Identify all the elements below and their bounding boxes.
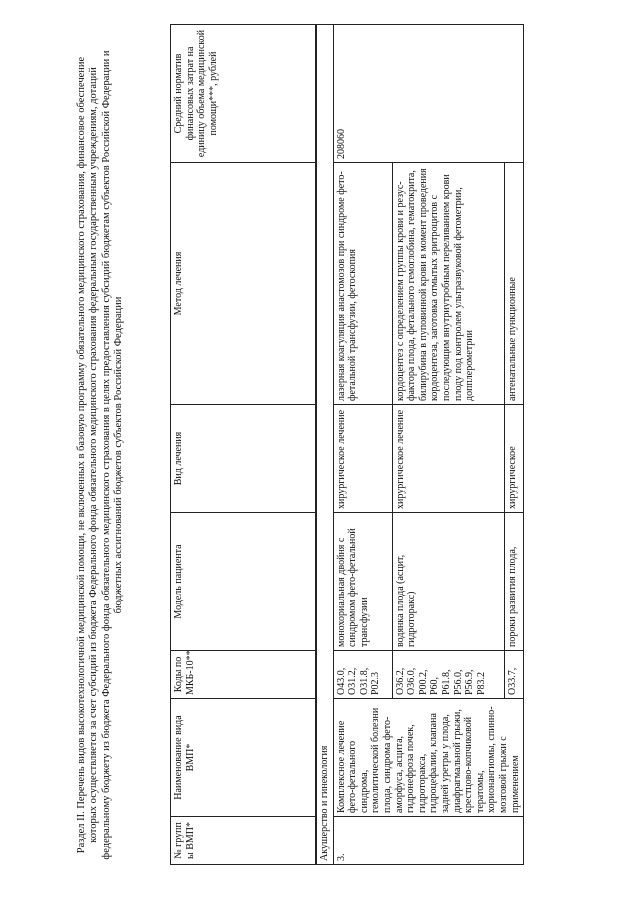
cell-codes: O36.2, O36.0, P00.2, P60, P61.8, P56.0, P56.9, P83.2 — [392, 651, 504, 699]
cell-codes: O33.7, — [505, 651, 524, 699]
header-type: Вид лечения — [171, 405, 317, 513]
cell-type: хирургическое лечение — [392, 405, 504, 513]
cell-model: пороки развития плода, — [505, 513, 524, 651]
vmp-table — [170, 24, 524, 865]
cell-type: хирургическое лечение — [333, 405, 392, 513]
cell-method: лазерная коагуляция анастомозов при синдроме фето-фетальной трансфузии, фетоскопия — [333, 163, 392, 405]
cell-model: водянка плода (асцит, гидроторакс) — [392, 513, 504, 651]
section-heading: Раздел II. Перечень видов высокотехнологичной медицинской помощи, не включенных в базовую программу обязательного медицинского страхования, финансовое обеспечение которых осуществляется за счет субсидий из бюджета Федерального фонда обязательного медицинского страхования федеральным государственным учреждениям, дотаций федеральному бюджету из бюджета Федерального фонда обязательного медицинского страхования в целях предоставления субсидий бюджетам субъектов Российской Федерации и бюджетных ассигнований бюджетов субъектов Российской Федерации — [76, 50, 125, 860]
cell-type: хирургическое — [505, 405, 524, 513]
table-header-row — [171, 25, 317, 865]
section-row — [316, 25, 333, 865]
header-model: Модель пациента — [171, 513, 317, 651]
header-method: Метод лечения — [171, 163, 317, 405]
header-cost: Средний норматив финансовых затрат на единицу объема медицинской помощи***, рублей — [171, 25, 317, 163]
header-codes: Коды по МКБ-10** — [171, 651, 317, 699]
cell-model: монохориальная двойня с синдромом фето-фетальной трансфузии — [333, 513, 392, 651]
cell-method: кордоцентез с определением группы крови и резус-фактора плода, фетального гемоглобина, гематокрита, билирубина в пуповинной крови в момент проведения кордоцентеза, заготовка отмытых эритроцитов с последующим внутриутробным переливанием крови плоду под контролем ультразвуковой фетометрии, допплерометрии — [392, 163, 504, 405]
header-name: Наименование вида ВМП* — [171, 699, 317, 817]
table-row — [333, 25, 392, 865]
cell-name: Комплексное лечение фето-фетального синдрома, гемолитической болезни плода, синдрома фето-аморфуса, асцита, гидронефроза почек, гидроторакса, гидроцефалии, клапана задней уретры у плода, диафрагмальной грыжи, крестцово-копчиковой тератомы, хорионангиомы, спинно-мозговой грыжи с применением — [333, 699, 524, 817]
cell-group: 3. — [333, 817, 524, 865]
cell-cost: 208060 — [333, 25, 524, 163]
header-group-no: № групп ы ВМП* — [171, 817, 317, 865]
section-title: Акушерство и гинекология — [316, 25, 333, 865]
cell-codes: O43.0, O31.2, O31.8, P02.3 — [333, 651, 392, 699]
cell-method: антенатальные пункционные — [505, 163, 524, 405]
